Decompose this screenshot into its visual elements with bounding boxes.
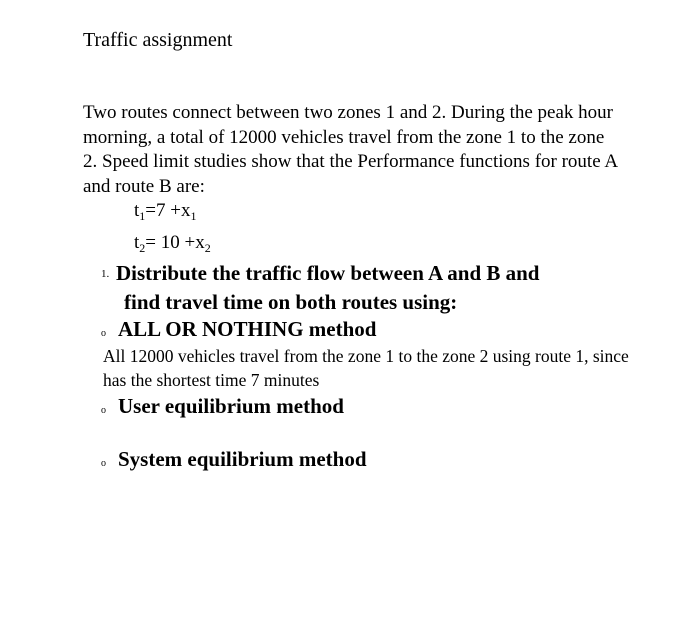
question-number: 1. [101,268,110,280]
subscript: 2 [204,241,211,255]
subscript: 1 [139,209,146,223]
performance-function-route-b [134,231,211,255]
method-user-equilibrium: User equilibrium method [118,394,344,418]
problem-statement: Two routes connect between two zones 1 and 2. During the peak hour morning, a total of 12000 vehicles travel from the zone 1 to the zone 2. Speed limit studies show that the Performance functions for route A and route B are: [83,102,618,197]
bullet-marker: o [101,405,106,416]
equation-rhs: = 10 +x [145,232,205,253]
question-line-2: find travel time on both routes using: [124,290,458,314]
question-line-1: Distribute the traffic flow between A and B and [116,261,540,285]
method-all-or-nothing: ALL OR NOTHING method [118,317,377,341]
travel-time-symbol: t [134,232,140,253]
equation-rhs: =7 +x [145,200,191,221]
document-title: Traffic assignment [83,29,233,51]
bullet-marker: o [101,458,106,469]
travel-time-symbol: t [134,200,140,221]
bullet-marker: o [101,328,106,339]
subscript: 2 [139,241,146,255]
question-text [116,259,616,317]
subscript: 1 [190,209,197,223]
all-or-nothing-answer: All 12000 vehicles travel from the zone 1 to the zone 2 using route 1, since has the shortest time 7 minutes [103,346,629,390]
method-system-equilibrium: System equilibrium method [118,447,367,471]
performance-function-route-a [134,199,196,223]
